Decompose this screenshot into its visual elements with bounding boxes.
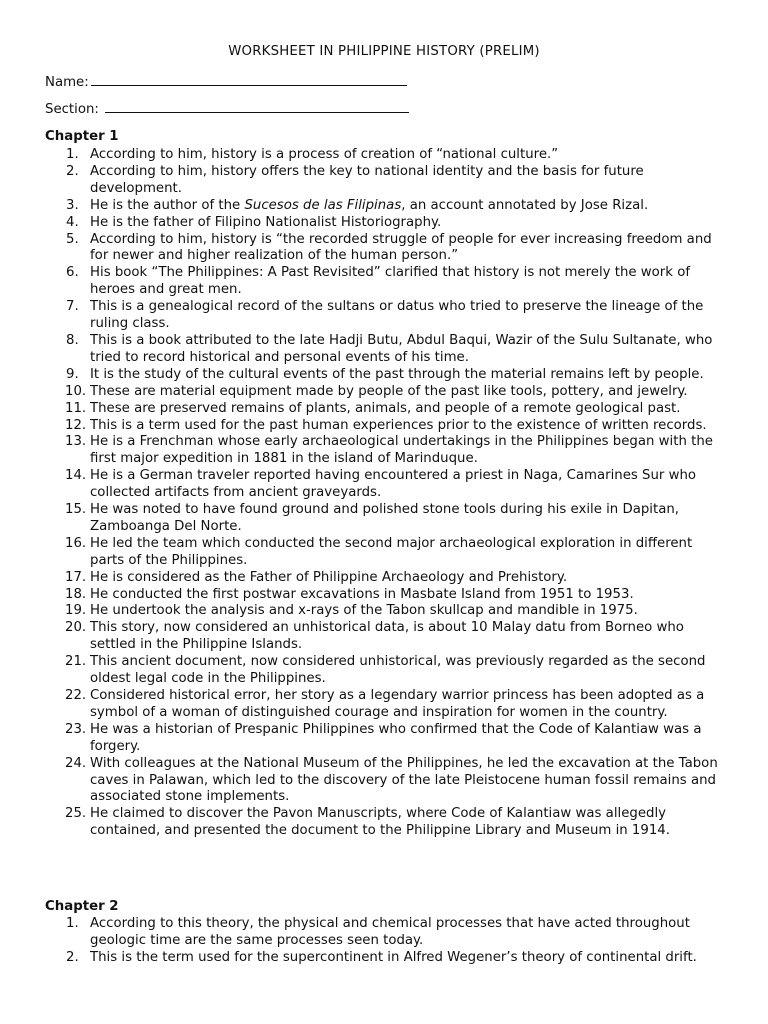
question-item bbox=[45, 756, 725, 807]
question-text bbox=[90, 570, 567, 585]
question-item bbox=[45, 722, 725, 756]
question-text bbox=[90, 299, 703, 331]
chapter-2-question-list bbox=[45, 916, 725, 967]
question-text-part: He is the author of the bbox=[90, 197, 245, 213]
question-number: 5. bbox=[66, 231, 79, 247]
question-text bbox=[90, 232, 712, 264]
question-text bbox=[90, 950, 697, 965]
question-item bbox=[45, 198, 725, 215]
question-text bbox=[90, 198, 648, 213]
question-item bbox=[45, 587, 725, 604]
question-text-part: With colleagues at the National Museum of the Philippines, he led the excavation at the Tabon caves in Palawan, which led to the discovery of the late Pleistocene human fossil remains and associated stone implements. bbox=[90, 755, 718, 805]
question-text bbox=[90, 756, 718, 805]
question-number: 16. bbox=[65, 535, 87, 551]
question-text-part: According to this theory, the physical and chemical processes that have acted throughout geologic time are the same processes seen today. bbox=[90, 916, 690, 948]
question-text-part: He claimed to discover the Pavon Manuscripts, where Code of Kalantiaw was allegedly contained, and presented the document to the Philippine Library and Museum in 1914. bbox=[90, 806, 670, 839]
name-blank-line bbox=[91, 75, 407, 86]
question-text-part: It is the study of the cultural events of the past through the material remains left by people. bbox=[90, 366, 704, 382]
question-text-part: These are preserved remains of plants, animals, and people of a remote geological past. bbox=[90, 400, 681, 416]
question-text bbox=[90, 384, 688, 399]
question-item bbox=[45, 916, 725, 950]
question-text bbox=[90, 806, 670, 838]
italic-book-title: Sucesos de las Filipinas bbox=[244, 197, 402, 213]
question-number: 20. bbox=[65, 620, 87, 636]
question-number: 24. bbox=[65, 755, 87, 771]
chapter-2-heading: Chapter 2 bbox=[45, 899, 119, 914]
question-text bbox=[90, 215, 441, 230]
question-text bbox=[90, 265, 690, 297]
question-text bbox=[90, 164, 644, 196]
name-field bbox=[45, 75, 407, 90]
question-item bbox=[45, 570, 725, 587]
question-text-part: This is a book attributed to the late Hadji Butu, Abdul Baqui, Wazir of the Sulu Sultanate, who tried to record historical and personal events of his time. bbox=[90, 332, 713, 365]
question-text-part: This is the term used for the supercontinent in Alfred Wegener’s theory of continental drift. bbox=[90, 949, 697, 965]
question-item bbox=[45, 620, 725, 654]
question-item bbox=[45, 502, 725, 536]
question-item bbox=[45, 215, 725, 232]
question-number: 3. bbox=[66, 197, 79, 213]
question-item bbox=[45, 333, 725, 367]
question-text bbox=[90, 603, 638, 618]
question-text-part: According to him, history is a process of creation of “national culture.” bbox=[90, 147, 559, 162]
question-text bbox=[90, 333, 712, 365]
question-number: 1. bbox=[66, 147, 79, 162]
question-text bbox=[90, 536, 692, 568]
name-label: Name: bbox=[45, 75, 89, 90]
question-text-part: His book “The Philippines: A Past Revisited” clarified that history is not merely the work of heroes and great men. bbox=[90, 265, 691, 298]
question-text bbox=[90, 688, 704, 720]
section-field bbox=[45, 102, 409, 117]
question-item bbox=[45, 654, 725, 688]
question-text bbox=[90, 620, 684, 652]
question-number: 10. bbox=[65, 383, 87, 399]
question-number: 22. bbox=[65, 688, 87, 703]
question-number: 2. bbox=[66, 163, 79, 179]
question-text-part: He was noted to have found ground and polished stone tools during his exile in Dapitan, Zamboanga Del Norte. bbox=[90, 502, 679, 534]
question-item bbox=[45, 418, 725, 435]
question-item bbox=[45, 468, 725, 502]
question-item bbox=[45, 401, 725, 418]
question-number: 8. bbox=[66, 332, 79, 348]
question-item bbox=[45, 806, 725, 840]
question-text-part: According to him, history is “the recorded struggle of people for ever increasing freedom and for newer and higher realization of the human person.” bbox=[90, 231, 712, 264]
question-text-part: These are material equipment made by people of the past like tools, pottery, and jewelry. bbox=[90, 383, 688, 399]
question-item bbox=[45, 688, 725, 722]
chapter-1-heading: Chapter 1 bbox=[45, 129, 119, 144]
question-item bbox=[45, 950, 725, 967]
question-number: 6. bbox=[66, 265, 79, 281]
worksheet-title: WORKSHEET IN PHILIPPINE HISTORY (PRELIM) bbox=[228, 44, 540, 59]
question-text bbox=[90, 434, 713, 466]
question-item bbox=[45, 232, 725, 266]
question-text bbox=[90, 587, 634, 602]
question-number: 17. bbox=[65, 569, 87, 585]
question-number: 4. bbox=[66, 214, 79, 230]
question-text bbox=[90, 916, 690, 948]
question-text-part: Considered historical error, her story as a legendary warrior princess has been adopted as a symbol of a woman of distinguished courage and inspiration for women in the country. bbox=[90, 688, 705, 720]
question-item bbox=[45, 367, 725, 384]
question-number: 23. bbox=[65, 721, 87, 737]
question-text-part: , an account annotated by Jose Rizal. bbox=[401, 197, 649, 213]
question-text-part: This is a genealogical record of the sultans or datus who tried to preserve the lineage of the ruling class. bbox=[90, 299, 704, 332]
question-number: 7. bbox=[66, 299, 79, 315]
question-text-part: He is the father of Filipino Nationalist Historiography. bbox=[90, 214, 442, 230]
question-number: 21. bbox=[65, 654, 87, 670]
question-number: 1. bbox=[66, 916, 79, 931]
question-number: 9. bbox=[66, 366, 79, 382]
question-item bbox=[45, 265, 725, 299]
question-item bbox=[45, 299, 725, 333]
question-text-part: He conducted the first postwar excavations in Masbate Island from 1951 to 1953. bbox=[90, 586, 634, 602]
question-number: 15. bbox=[65, 502, 87, 518]
chapter-1-question-list bbox=[45, 147, 725, 840]
question-text-part: He was a historian of Prespanic Philippines who confirmed that the Code of Kalantiaw was a forgery. bbox=[90, 721, 702, 754]
question-item bbox=[45, 147, 725, 164]
question-number: 11. bbox=[65, 400, 87, 416]
question-text-part: He is a German traveler reported having encountered a priest in Naga, Camarines Sur who collected artifacts from ancient graveyards. bbox=[90, 468, 697, 501]
question-text-part: He undertook the analysis and x-rays of the Tabon skullcap and mandible in 1975. bbox=[90, 603, 638, 619]
question-text bbox=[90, 722, 701, 754]
section-label: Section: bbox=[45, 102, 104, 117]
question-text bbox=[90, 418, 707, 433]
question-text bbox=[90, 367, 704, 382]
question-text-part: This story, now considered an unhistorical data, is about 10 Malay datu from Borneo who settled in the Philippine Islands. bbox=[90, 620, 684, 653]
question-item bbox=[45, 434, 725, 468]
question-text bbox=[90, 401, 681, 416]
question-number: 13. bbox=[65, 434, 87, 450]
question-number: 12. bbox=[65, 417, 87, 433]
question-item bbox=[45, 603, 725, 620]
question-text-part: This is a term used for the past human experiences prior to the existence of written records. bbox=[90, 417, 707, 433]
question-number: 19. bbox=[65, 603, 87, 619]
question-number: 18. bbox=[65, 586, 87, 602]
question-text bbox=[90, 147, 558, 162]
question-text bbox=[90, 502, 679, 534]
question-number: 25. bbox=[65, 806, 87, 822]
question-text-part: This ancient document, now considered unhistorical, was previously regarded as the second oldest legal code in the Philippines. bbox=[90, 654, 706, 687]
question-item bbox=[45, 536, 725, 570]
question-text bbox=[90, 468, 696, 500]
section-blank-line bbox=[105, 102, 409, 113]
question-item bbox=[45, 164, 725, 198]
question-text-part: He is considered as the Father of Philippine Archaeology and Prehistory. bbox=[90, 569, 568, 585]
question-number: 14. bbox=[65, 468, 87, 484]
question-text-part: According to him, history offers the key to national identity and the basis for future development. bbox=[90, 163, 644, 196]
question-text-part: He led the team which conducted the second major archaeological exploration in different parts of the Philippines. bbox=[90, 535, 693, 568]
question-text bbox=[90, 654, 705, 686]
question-text-part: He is a Frenchman whose early archaeological undertakings in the Philippines began with the first major expedition in 1881 in the island of Marinduque. bbox=[90, 434, 713, 467]
question-number: 2. bbox=[66, 949, 79, 965]
question-item bbox=[45, 384, 725, 401]
